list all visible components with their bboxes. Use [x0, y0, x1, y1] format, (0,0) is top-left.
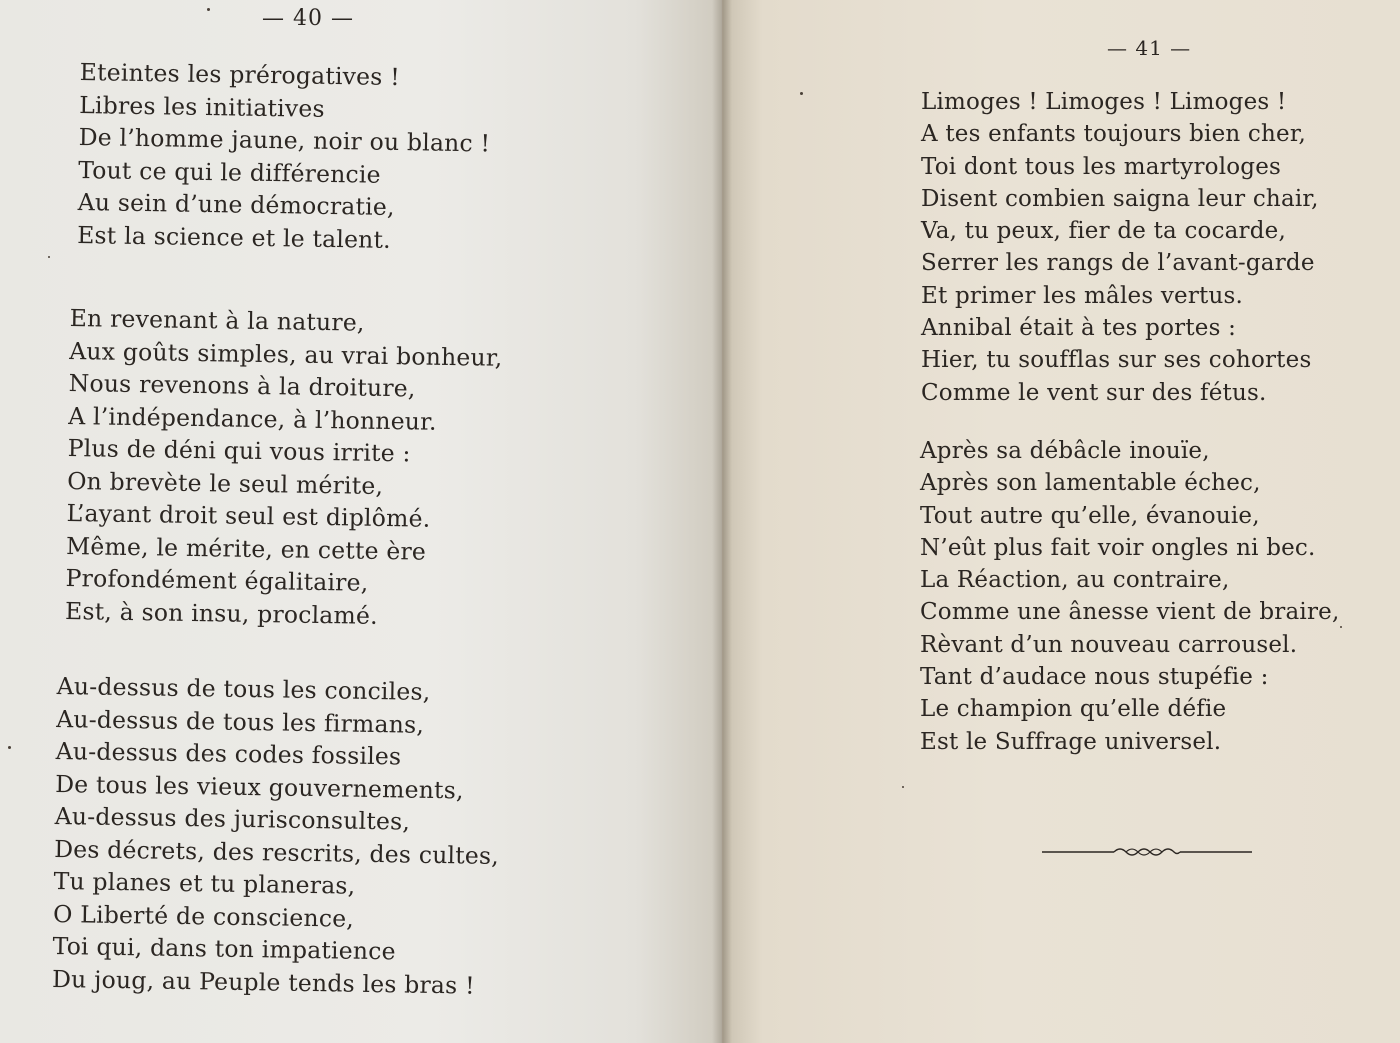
- verse-line: De l’homme jaune, noir ou blanc !: [78, 122, 491, 158]
- verse-line: Au-dessus de tous les firmans,: [56, 704, 425, 739]
- verse-line: Après sa débâcle inouïe,: [920, 438, 1210, 464]
- verse-line: Serrer les rangs de l’avant-garde: [921, 250, 1315, 277]
- verse-line: Au-dessus des jurisconsultes,: [54, 801, 411, 836]
- verse-line: Même, le mérite, en cette ère: [65, 531, 427, 566]
- verse-line: Tout autre qu’elle, évanouie,: [920, 502, 1260, 529]
- verse-line: De tous les vieux gouvernements,: [54, 769, 464, 804]
- verse-line: Toi dont tous les martyrologes: [921, 153, 1282, 180]
- stanza: [920, 435, 1339, 758]
- verse-line: Toi qui, dans ton impatience: [52, 931, 396, 966]
- verse-line: L’ayant droit seul est diplômé.: [66, 498, 431, 533]
- verse-line: Va, tu peux, fier de ta cocarde,: [921, 218, 1286, 245]
- verse-line: Tant d’audace nous stupéfie :: [920, 664, 1269, 691]
- stanza: [921, 86, 1319, 409]
- verse-line: Limoges ! Limoges ! Limoges !: [921, 89, 1287, 115]
- verse-line: Tout ce qui le différencie: [77, 155, 381, 189]
- verse-line: Comme le vent sur des fétus.: [921, 379, 1267, 406]
- right-page: [722, 0, 1400, 1043]
- book-gutter: [712, 0, 732, 1043]
- verse-line: La Réaction, au contraire,: [920, 567, 1230, 594]
- stanza: [65, 302, 503, 634]
- verse-line: Et primer les mâles vertus.: [921, 282, 1243, 309]
- verse-line: Annibal était à tes portes :: [921, 315, 1237, 342]
- verse-line: En revenant à la nature,: [69, 303, 365, 337]
- verse-line: Comme une ânesse vient de braire,: [920, 599, 1340, 626]
- verse-line: Au-dessus des codes fossiles: [55, 736, 402, 771]
- verse-line: Eteintes les prérogatives !: [79, 57, 401, 92]
- verse-line: N’eût plus fait voir ongles ni bec.: [920, 534, 1316, 561]
- paper-speck: [800, 92, 803, 95]
- verse-line: Libres les initiatives: [79, 90, 325, 123]
- verse-line: Est le Suffrage universel.: [920, 728, 1222, 755]
- paper-speck: [8, 746, 11, 749]
- verse-line: Le champion qu’elle défie: [920, 696, 1227, 723]
- verse-line: Après son lamentable échec,: [920, 470, 1261, 497]
- verse-line: Disent combien saigna leur chair,: [921, 185, 1319, 212]
- verse-line: Des décrets, des rescrits, des cultes,: [53, 834, 500, 870]
- paper-speck: [48, 256, 50, 258]
- verse-line: Est, à son insu, proclamé.: [64, 596, 378, 630]
- paper-speck: [207, 8, 210, 11]
- verse-line: Nous revenons à la droiture,: [68, 368, 416, 403]
- verse-line: Au sein d’une démocratie,: [77, 187, 395, 221]
- stanza: [77, 56, 491, 257]
- verse-line: Profondément égalitaire,: [65, 563, 369, 597]
- verse-line: Rèvant d’un nouveau carrousel.: [920, 631, 1298, 658]
- page-number-left: — 40 —: [262, 6, 354, 31]
- stanza: [52, 670, 502, 1002]
- verse-line: Est la science et le talent.: [76, 220, 392, 254]
- verse-line: Au-dessus de tous les conciles,: [56, 671, 431, 706]
- verse-line: On brevète le seul mérite,: [66, 466, 384, 500]
- verse-line: O Liberté de conscience,: [52, 899, 355, 933]
- verse-line: A l’indépendance, à l’honneur.: [67, 401, 437, 436]
- paper-speck: [1340, 626, 1342, 628]
- paper-speck: [902, 786, 904, 788]
- verse-line: Du joug, au Peuple tends les bras !: [51, 964, 475, 1000]
- page-number-right: — 41 —: [1107, 36, 1192, 60]
- verse-line: A tes enfants toujours bien cher,: [921, 121, 1307, 148]
- verse-line: Tu planes et tu planeras,: [53, 866, 356, 900]
- verse-line: Aux goûts simples, au vrai bonheur,: [69, 336, 503, 372]
- verse-line: Plus de déni qui vous irrite :: [67, 433, 411, 468]
- decorative-rule-icon: [1042, 842, 1252, 862]
- verse-line: Hier, tu soufflas sur ses cohortes: [921, 347, 1312, 374]
